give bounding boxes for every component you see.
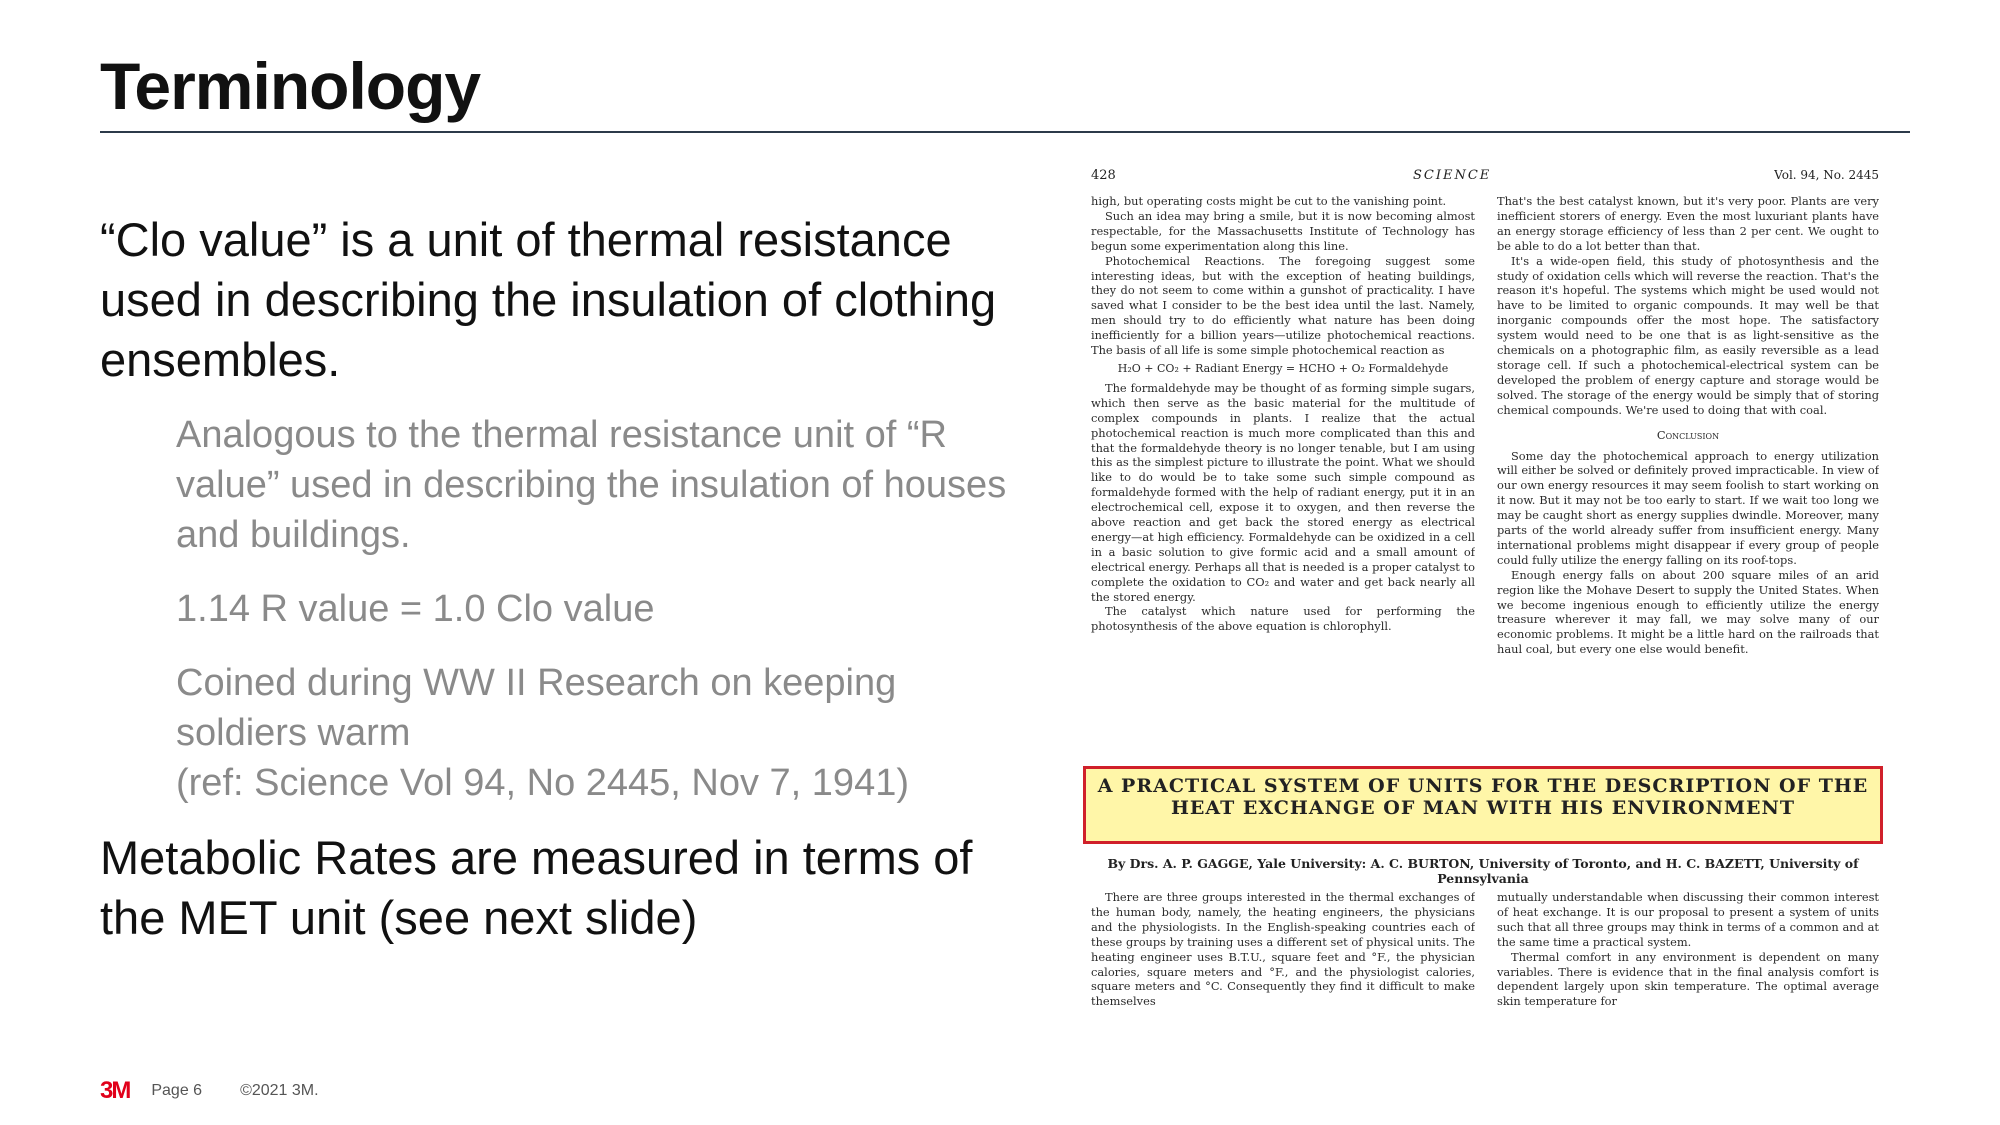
sub-bullet-conversion: 1.14 R value = 1.0 Clo value (176, 588, 655, 630)
article-column-3 (1091, 890, 1475, 1026)
highlighted-article-title: A PRACTICAL SYSTEM OF UNITS FOR THE DESCRIPTION OF THE HEAT EXCHANGE OF MAN WITH HIS ENVIRONMENT (1083, 766, 1883, 844)
paragraph: Thermal comfort in any environment is dependent on many variables. There is evidence that in the final analysis comfort is dependent largely upon skin temperature. The optimal average skin temperature for (1497, 949, 1879, 1009)
paragraph: high, but operating costs might be cut to the vanishing point. (1091, 194, 1447, 208)
sub-bullet-ww2: Coined during WW II Research on keeping soldiers warm (176, 662, 897, 754)
journal-volume: Vol. 94, No. 2445 (1774, 168, 1879, 182)
journal-header (1083, 166, 1883, 188)
paragraph: Photochemical Reactions. The foregoing suggest some interesting ideas, but with the exception of heating buildings, they do not seem to come within a gunshot of practicality. I have saved what I consider to be the best idea until the last. Namely, men should try to do efficiently what nature has been doing inefficiently for a billion years—utilize photochemical reactions. The basis of all life is some simple photochemical reaction as (1091, 253, 1475, 358)
journal-name: SCIENCE (1413, 168, 1492, 183)
article-column-1 (1091, 194, 1475, 760)
copyright: ©2021 3M. (240, 1082, 319, 1099)
paragraph: The formaldehyde may be thought of as forming simple sugars, which then serve as the basic material for the multitude of complex compounds in plants. I realize that the actual photochemical reaction is much more complicated than this and that the formaldehyde theory is no longer tenable, but I am using this as the simplest picture to illustrate the point. What we should like to do would be to take some such simple compound as formaldehyde formed with the help of radiant energy, put it in an electrochemical cell, expose it to oxygen, and then reverse the above reaction and get back the stored energy as electrical energy—at high efficiency. Formaldehyde can be oxidized in a cell in a basic solution to give formic acid and a small amount of electrical energy. Perhaps all that is needed is a proper catalyst to complete the oxidation to CO₂ and water and get back nearly all the stored energy. (1091, 380, 1475, 604)
journal-page-number: 428 (1091, 168, 1116, 183)
sub-bullet-r-value: Analogous to the thermal resistance unit of “R value” used in describing the insulation of houses and buildings. (176, 414, 1007, 556)
section-heading: Conclusion (1656, 427, 1720, 442)
sub-bullet-reference: (ref: Science Vol 94, No 2445, Nov 7, 1941) (176, 762, 909, 804)
paragraph: mutually understandable when discussing their common interest of heat exchange. It is our proposal to present a system of units such that all three groups may think in terms of a common and at the same time a practical system. (1497, 890, 1879, 949)
paragraph: That's the best catalyst known, but it's very poor. Plants are very inefficient storers of energy. Even the most luxuriant plants have an energy storage efficiency of less than 2 per cent. We ought to be able to do a lot better than that. (1497, 194, 1879, 253)
article-byline: By Drs. A. P. GAGGE, Yale University: A. C. BURTON, University of Toronto, and H. C. BAZETT, University of Pennsylvania (1107, 856, 1859, 886)
paragraph: It's a wide-open field, this study of photosynthesis and the study of oxidation cells which will reverse the reaction. That's the reason it's hopeful. The systems which might be used would not have to be limited to organic compounds. It may well be that inorganic compounds offer the most hope. The satisfactory system would need to be one that is as light-sensitive as the chemicals on a photographic film, as easily reversible as a lead storage cell. If such a photochemical-electrical system can be developed the problem of energy capture and storage would be solved. The storage of the energy would be simply that of storing chemical compounds. We're used to doing that with coal. (1497, 253, 1879, 417)
paragraph: Some day the photochemical approach to energy utilization will either be solved or definitely proved impracticable. In view of our own energy resources it may seem foolish to start working on it now. But it may not be too early to start. If we wait too long we may be caught short as energy supplies dwindle. Moreover, many parts of the world already suffer from insufficient energy. Many international problems might disappear if every group of people could fully utilize the energy falling on its roof-tops. (1497, 448, 1879, 567)
paragraph: Enough energy falls on about 200 square miles of an arid region like the Mohave Desert to supply the United States. When we become ingenious enough to efficiently utilize the energy treasure wherever it may fall, we may solve many of our economic problems. It might be a little hard on the railroads that haul coal, but every one else would benefit. (1497, 567, 1879, 657)
3m-logo: 3M (100, 1077, 130, 1104)
slide-title: Terminology (100, 49, 481, 123)
title-divider (100, 131, 1910, 133)
paragraph: The catalyst which nature used for performing the photosynthesis of the above equation is chlorophyll. (1091, 604, 1475, 634)
slide-footer (100, 1076, 319, 1106)
paragraph: There are three groups interested in the thermal exchanges of the human body, namely, the heating engineers, the physicians and the physiologists. In the English-speaking countries each of these groups by training uses a different set of physical units. The heating engineer uses B.T.U., square feet and °F., the physician calories, square meters and °F., and the physiologist calories, square meters and °C. Consequently they find it difficult to make themselves (1091, 890, 1475, 1009)
article-column-2 (1497, 194, 1879, 760)
chemical-equation: H₂O + CO₂ + Radiant Energy = HCHO + O₂ Formaldehyde (1117, 361, 1449, 375)
paragraph: Such an idea may bring a smile, but it is now becoming almost respectable, for the Massachusetts Institute of Technology has begun some experimentation along this line. (1091, 208, 1475, 253)
bullet-list (100, 210, 1030, 948)
page-number: Page 6 (151, 1082, 203, 1099)
journal-page-scan (1083, 166, 1883, 1028)
bullet-met-unit: Metabolic Rates are measured in terms of the MET unit (see next slide) (100, 831, 973, 944)
bullet-clo-value: “Clo value” is a unit of thermal resistance used in describing the insulation of clothing ensembles. (100, 213, 997, 386)
article-column-4 (1497, 890, 1879, 1026)
